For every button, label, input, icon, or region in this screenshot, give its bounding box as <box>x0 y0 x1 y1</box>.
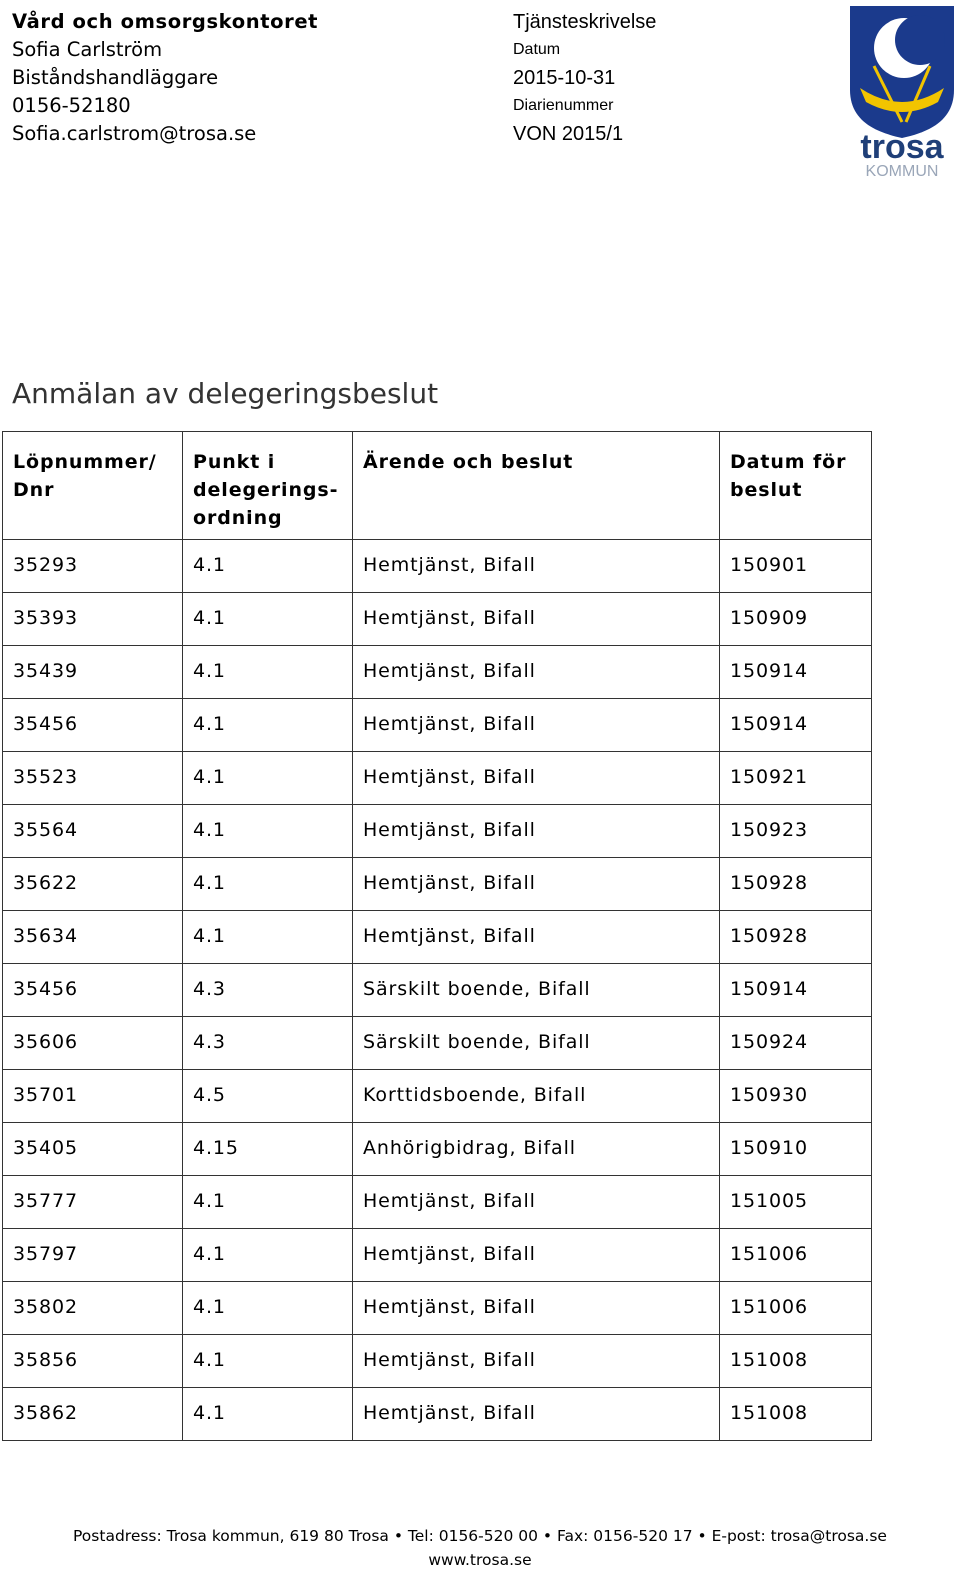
header-arende: Ärende och beslut <box>353 432 720 540</box>
cell-punkt: 4.1 <box>183 699 353 752</box>
cell-lopnummer: 35456 <box>3 964 183 1017</box>
sender-role: Biståndshandläggare <box>12 66 219 89</box>
cell-arende: Hemtjänst, Bifall <box>353 1388 720 1441</box>
cell-lopnummer: 35405 <box>3 1123 183 1176</box>
cell-datum: 151008 <box>720 1335 872 1388</box>
cell-lopnummer: 35439 <box>3 646 183 699</box>
cell-datum: 150914 <box>720 964 872 1017</box>
table-row <box>3 1282 872 1335</box>
footer-address: Postadress: Trosa kommun, 619 80 Trosa • Tel: 0156-520 00 • Fax: 0156-520 17 • E-post: trosa@trosa.se <box>73 1527 887 1545</box>
cell-lopnummer: 35802 <box>3 1282 183 1335</box>
cell-lopnummer: 35393 <box>3 593 183 646</box>
cell-datum: 151006 <box>720 1282 872 1335</box>
date-value: 2015-10-31 <box>513 67 616 89</box>
cell-lopnummer: 35634 <box>3 911 183 964</box>
cell-punkt: 4.1 <box>183 858 353 911</box>
cell-datum: 150924 <box>720 1017 872 1070</box>
cell-lopnummer: 35523 <box>3 752 183 805</box>
cell-punkt: 4.3 <box>183 964 353 1017</box>
cell-arende: Anhörigbidrag, Bifall <box>353 1123 720 1176</box>
table-row <box>3 752 872 805</box>
doc-type: Tjänsteskrivelse <box>513 11 657 33</box>
cell-punkt: 4.1 <box>183 1282 353 1335</box>
cell-lopnummer: 35456 <box>3 699 183 752</box>
cell-arende: Hemtjänst, Bifall <box>353 1282 720 1335</box>
table-row <box>3 699 872 752</box>
cell-datum: 150910 <box>720 1123 872 1176</box>
cell-arende: Hemtjänst, Bifall <box>353 752 720 805</box>
cell-datum: 151006 <box>720 1229 872 1282</box>
table-row <box>3 858 872 911</box>
moon-cutout <box>895 15 945 65</box>
document-meta <box>513 8 656 148</box>
footer-website: www.trosa.se <box>428 1551 532 1569</box>
cell-arende: Särskilt boende, Bifall <box>353 1017 720 1070</box>
cell-arende: Hemtjänst, Bifall <box>353 593 720 646</box>
cell-punkt: 4.3 <box>183 1017 353 1070</box>
cell-punkt: 4.1 <box>183 540 353 593</box>
cell-punkt: 4.1 <box>183 1335 353 1388</box>
cell-arende: Hemtjänst, Bifall <box>353 540 720 593</box>
diarienummer-label: Diarienummer <box>513 97 614 114</box>
table-row <box>3 911 872 964</box>
sender-organization: Vård och omsorgskontoret <box>12 10 319 33</box>
cell-punkt: 4.1 <box>183 752 353 805</box>
cell-punkt: 4.5 <box>183 1070 353 1123</box>
cell-datum: 150930 <box>720 1070 872 1123</box>
cell-lopnummer: 35862 <box>3 1388 183 1441</box>
table-row <box>3 1070 872 1123</box>
cell-punkt: 4.1 <box>183 911 353 964</box>
cell-datum: 150928 <box>720 858 872 911</box>
table-row <box>3 805 872 858</box>
cell-punkt: 4.1 <box>183 805 353 858</box>
table-row <box>3 1123 872 1176</box>
delegation-decisions-table <box>2 431 872 1441</box>
diarienummer-value: VON 2015/1 <box>513 123 624 145</box>
table-row <box>3 1017 872 1070</box>
table-row <box>3 646 872 699</box>
cell-arende: Hemtjänst, Bifall <box>353 805 720 858</box>
cell-datum: 151005 <box>720 1176 872 1229</box>
cell-arende: Hemtjänst, Bifall <box>353 699 720 752</box>
cell-punkt: 4.1 <box>183 593 353 646</box>
cell-datum: 150923 <box>720 805 872 858</box>
cell-punkt: 4.1 <box>183 1388 353 1441</box>
sender-name: Sofia Carlström <box>12 38 163 61</box>
table-row <box>3 964 872 1017</box>
cell-arende: Hemtjänst, Bifall <box>353 1229 720 1282</box>
cell-datum: 150914 <box>720 699 872 752</box>
cell-arende: Hemtjänst, Bifall <box>353 646 720 699</box>
cell-datum: 150914 <box>720 646 872 699</box>
table-row <box>3 1388 872 1441</box>
cell-datum: 150901 <box>720 540 872 593</box>
table-row <box>3 1229 872 1282</box>
cell-datum: 150921 <box>720 752 872 805</box>
cell-arende: Hemtjänst, Bifall <box>353 1335 720 1388</box>
header-punkt: Punkt i delegerings- ordning <box>183 432 353 540</box>
cell-arende: Hemtjänst, Bifall <box>353 911 720 964</box>
cell-lopnummer: 35293 <box>3 540 183 593</box>
cell-lopnummer: 35701 <box>3 1070 183 1123</box>
trosa-kommun-logo <box>846 4 958 178</box>
cell-lopnummer: 35856 <box>3 1335 183 1388</box>
cell-lopnummer: 35777 <box>3 1176 183 1229</box>
page-footer <box>0 1524 960 1572</box>
table-header-row <box>3 432 872 540</box>
table-row <box>3 1176 872 1229</box>
logo-wordmark: trosa <box>860 128 944 166</box>
logo-subtitle: KOMMUN <box>865 163 939 178</box>
cell-datum: 150909 <box>720 593 872 646</box>
cell-arende: Korttidsboende, Bifall <box>353 1070 720 1123</box>
cell-lopnummer: 35797 <box>3 1229 183 1282</box>
date-label: Datum <box>513 41 561 58</box>
document-title: Anmälan av delegeringsbeslut <box>12 377 439 410</box>
cell-arende: Hemtjänst, Bifall <box>353 1176 720 1229</box>
cell-punkt: 4.1 <box>183 1176 353 1229</box>
cell-lopnummer: 35564 <box>3 805 183 858</box>
cell-punkt: 4.1 <box>183 1229 353 1282</box>
sender-phone: 0156-52180 <box>12 94 131 117</box>
table-row <box>3 1335 872 1388</box>
cell-arende: Särskilt boende, Bifall <box>353 964 720 1017</box>
sender-email: Sofia.carlstrom@trosa.se <box>12 122 257 145</box>
cell-lopnummer: 35606 <box>3 1017 183 1070</box>
cell-datum: 150928 <box>720 911 872 964</box>
table-row <box>3 593 872 646</box>
cell-punkt: 4.15 <box>183 1123 353 1176</box>
header-lopnummer: Löpnummer/ Dnr <box>3 432 183 540</box>
cell-arende: Hemtjänst, Bifall <box>353 858 720 911</box>
sender-block <box>12 8 318 148</box>
header-datum: Datum för beslut <box>720 432 872 540</box>
cell-punkt: 4.1 <box>183 646 353 699</box>
cell-lopnummer: 35622 <box>3 858 183 911</box>
cell-datum: 151008 <box>720 1388 872 1441</box>
table-row <box>3 540 872 593</box>
